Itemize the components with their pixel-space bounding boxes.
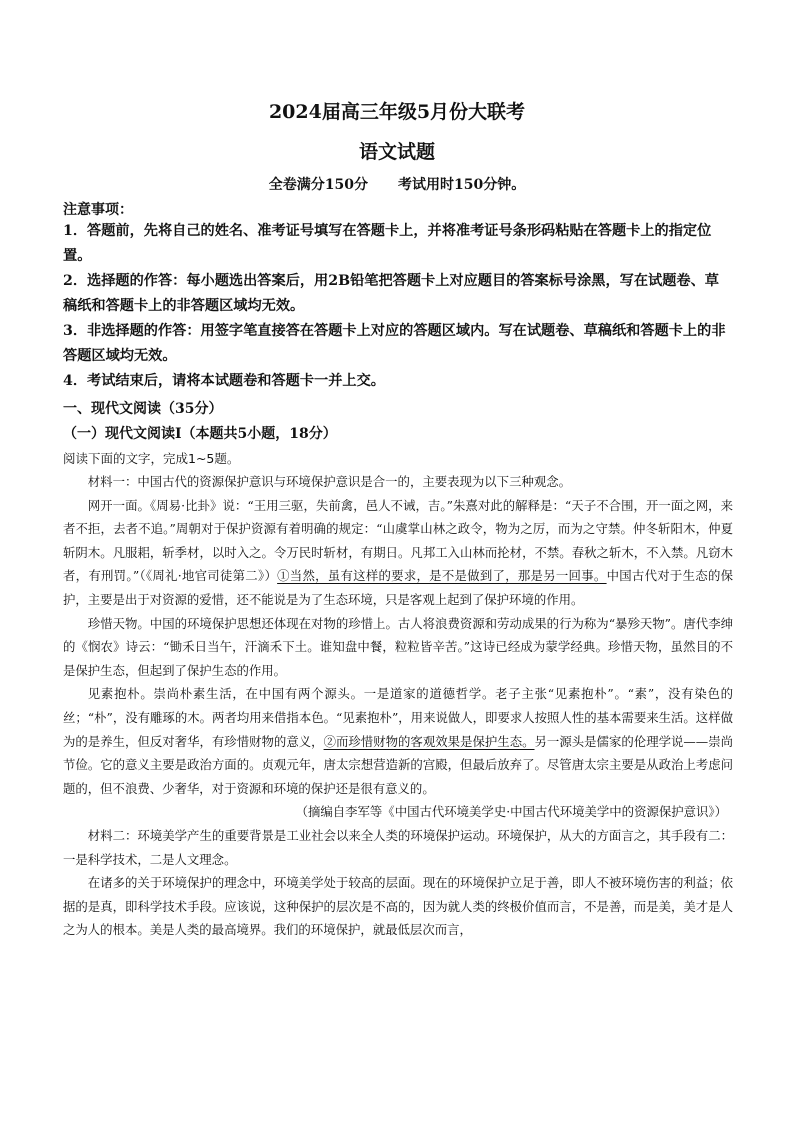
notice-item: 3．非选择题的作答：用签字笔直接答在答题卡上对应的答题区域内。写在试题卷、草稿纸和答题卡上的非答题区域均无效。 xyxy=(63,323,726,364)
paragraph-text: 中国古代对于生态的保护，主要是出于对资源的爱惜，还不能说是为了生态环境，只是客观上起到了保护环境的作用。 xyxy=(63,568,734,607)
notice-list xyxy=(63,219,733,394)
underlined-sentence-2: ②而珍惜财物的客观效果是保护生态。 xyxy=(323,733,535,749)
material-source: （摘编自李军等《中国古代环境美学史·中国古代环境美学中的资源保护意识》） xyxy=(295,804,727,820)
notice-item: 1．答题前，先将自己的姓名、准考证号填写在答题卡上，并将准考证号条形码粘贴在答题卡上的指定位置。 xyxy=(63,223,712,264)
exam-title: 2024届高三年级5月份大联考 xyxy=(268,101,526,123)
time-info: 考试用时150分钟。 xyxy=(398,177,526,193)
paragraph-text: 另一源头是儒家的伦理学说——崇尚节俭。它的意义主要是政治方面的。贞观元年，唐太宗想营造新的宫殿，但最后放弃了。尽管唐太宗主要是从政治上考虑问题的，但不浪费、少奢华，对于资源和环境的保护还是很有意义的。 xyxy=(63,733,734,796)
exam-info xyxy=(0,174,794,194)
material-paragraph: 在诸多的关于环境保护的理念中，环境美学处于较高的层面。现在的环境保护立足于善，即人不被环境伤害的利益；依据的是真，即科学技术手段。应该说，这种保护的层次是不高的，因为就人类的终极价值而言，不是善，而是美，美才是人之为人的根本。美是人类的最高境界。我们的环境保护，就最低层次而言， xyxy=(63,875,733,938)
material-paragraph: 材料一：中国古代的资源保护意识与环境保护意识是合一的，主要表现为以下三种观念。 xyxy=(87,474,572,489)
paragraph-text: 网开一面。《周易·比卦》说：“王用三驱，失前禽，邑人不诫，吉。”朱熹对此的解释是：“天子不合围，开一面之网，来者不拒，去者不追。”周朝对于保护资源有着明确的规定：“山虞掌山林之政令，物为之厉，而为之守禁。仲冬斩阳木，仲夏斩阴木。凡服耜，斩季材，以时入之。令万民时斩材，有期日。凡邦工入山林而抡材，不禁。春秋之斩木，不入禁。凡窃木者，有刑罚。”（《周礼·地官司徒第二》） xyxy=(63,497,733,584)
material-paragraph xyxy=(63,682,733,800)
notice-item: 2．选择题的作答：每小题选出答案后，用2B铅笔把答题卡上对应题目的答案标号涂黑，写在试题卷、草稿纸和答题卡上的非答题区域均无效。 xyxy=(63,273,719,314)
material-paragraph: 材料二：环境美学产生的重要背景是工业社会以来全人类的环境保护运动。环境保护，从大的方面言之，其手段有二：一是科学技术，二是人文理念。 xyxy=(63,827,733,867)
paragraph-text: 见素抱朴。崇尚朴素生活，在中国有两个源头。一是道家的道德哲学。老子主张“见素抱朴”。“素”，没有染色的丝；“朴”，没有雕琢的木。两者均用来借指本色。“见素抱朴”，用来说做人，即要求人按照人性的基本需要来生活。这样做为的是养生，但反对奢华，有珍惜财物的意义， xyxy=(63,686,733,749)
subsection-heading: （一）现代文阅读Ⅰ（本题共5小题，18分） xyxy=(63,426,337,442)
reading-instruction: 阅读下面的文字，完成1~5题。 xyxy=(63,451,240,466)
material-paragraph xyxy=(63,494,733,612)
material-paragraph: 珍惜天物。中国的环境保护思想还体现在对物的珍惜上。古人将浪费资源和劳动成果的行为称为“暴殄天物”。唐代李绅的《悯农》诗云：“锄禾日当午，汗滴禾下土。谁知盘中餐，粒粒皆辛苦。”这诗已经成为蒙学经典。珍惜天物，虽然目的不是保护生态，但起到了保护生态的作用。 xyxy=(63,615,733,678)
underlined-sentence-1: ①当然，虽有这样的要求，是不是做到了，那是另一回事。 xyxy=(277,568,607,584)
notice-item: 4．考试结束后，请将本试题卷和答题卡一并上交。 xyxy=(63,373,385,389)
reading-material xyxy=(63,470,733,942)
score-info: 全卷满分150分 xyxy=(268,177,368,193)
exam-subject: 语文试题 xyxy=(358,141,435,163)
notice-heading: 注意事项： xyxy=(63,202,133,218)
section-heading: 一、现代文阅读（35分） xyxy=(63,401,223,417)
